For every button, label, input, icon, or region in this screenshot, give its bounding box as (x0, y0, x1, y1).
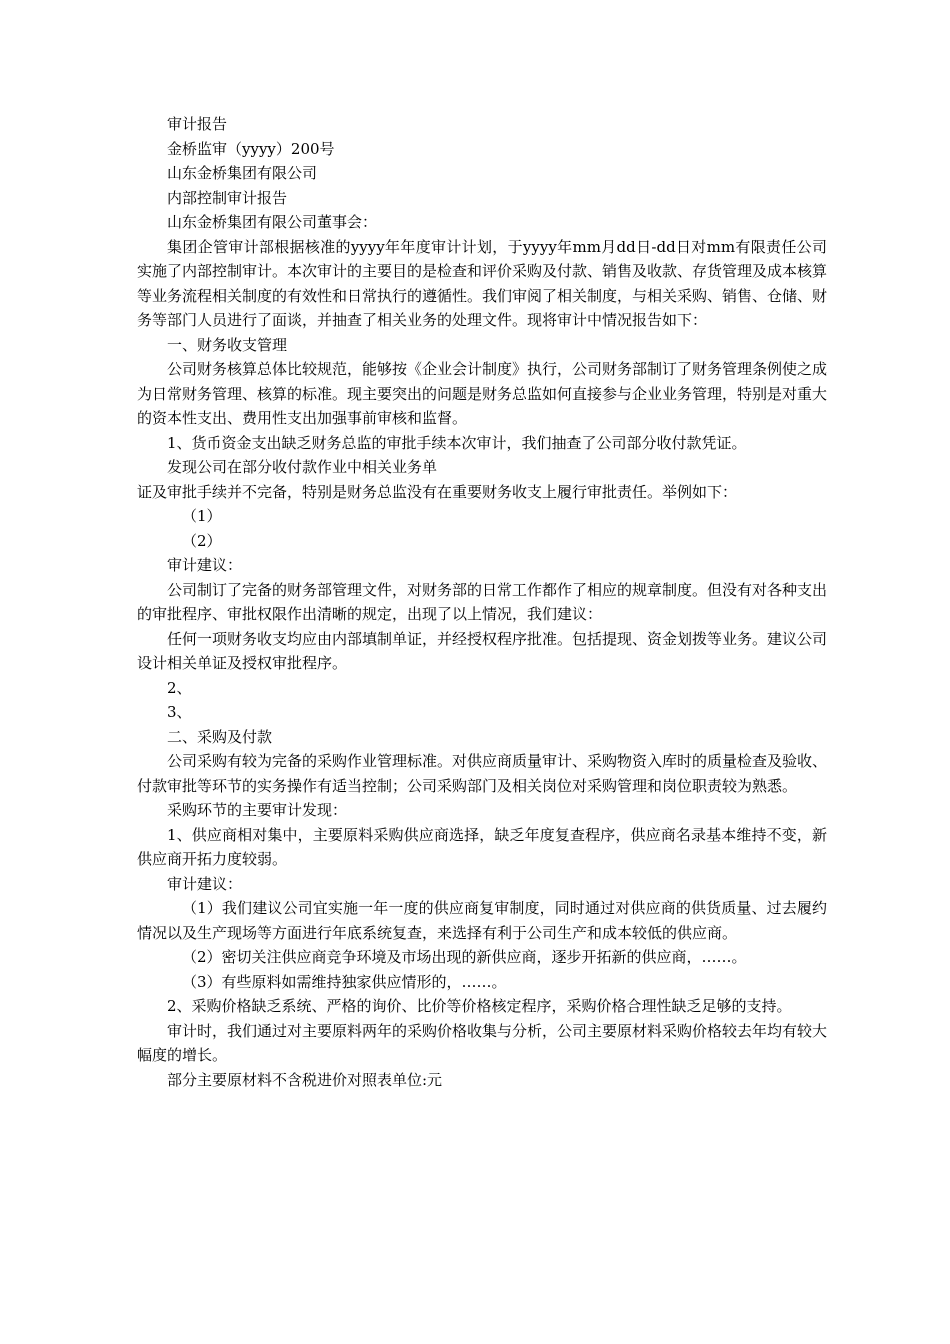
purchasing-finding-1: 1、供应商相对集中，主要原料采购供应商选择，缺乏年度复查程序，供应商名录基本维持不变，新供应商开拓力度较弱。 (137, 825, 827, 868)
finance-issue-1-cont: 发现公司在部分收付款作业中相关业务单 (167, 458, 438, 476)
audit-advice-finance: 公司制订了完备的财务部管理文件，对财务部的日常工作都作了相应的规章制度。但没有对各种支出的审批程序、审批权限作出清晰的规定，出现了以上情况，我们建议： (137, 580, 828, 623)
doc-number: 金桥监审（yyyy）200号 (167, 139, 335, 158)
example-item-2: （2） (182, 531, 222, 550)
finance-overview: 公司财务核算总体比较规范，能够按《企业会计制度》执行，公司财务部制订了财务管理条例使之成为日常财务管理、核算的标准。现主要突出的问题是财务总监如何直接参与企业业务管理，特别是对重大的资本性支出、费用性支出加强事前审核和监督。 (137, 360, 828, 427)
audit-advice-heading-2: 审计建议： (167, 874, 243, 893)
purchasing-overview: 公司采购有较为完备的采购作业管理标准。对供应商质量审计、采购物资入库时的质量检查及验收、付款审批等环节的实务操作有适当控制；公司采购部门及相关岗位对采购管理和岗位职责较为熟悉。 (137, 752, 828, 795)
advice-item-1: 任何一项财务收支均应由内部填制单证，并经授权程序批准。包括提现、资金划拨等业务。建议公司设计相关单证及授权审批程序。 (137, 629, 828, 672)
purchasing-advice-1: （1）我们建议公司宜实施一年一度的供应商复审制度，同时通过对供应商的供货质量、过去履约情况以及生产现场等方面进行年底系统复查，来选择有利于公司生产和成本较低的供应商。 (137, 899, 827, 942)
report-title: 内部控制审计报告 (167, 188, 288, 207)
salutation: 山东金桥集团有限公司董事会： (167, 213, 378, 231)
intro-paragraph: 集团企管审计部根据核准的yyyy年年度审计计划，于yyyy年mm月dd日-dd日对mm有限责任公司实施了内部控制审计。本次审计的主要目的是检查和评价采购及付款、销售及收款、存货管理及成本核算等业务流程相关制度的有效性和日常执行的遵循性。我们审阅了相关制度，与相关采购、销售、仓储、财务等部门人员进行了面谈，并抽查了相关业务的处理文件。现将审计中情况报告如下： (137, 237, 828, 329)
price-analysis: 审计时，我们通过对主要原料两年的采购价格收集与分析，公司主要原材料采购价格较去年均有较大幅度的增长。 (137, 1021, 828, 1064)
advice-item-2: 2、 (167, 678, 192, 697)
example-item-1: （1） (182, 507, 222, 525)
document-body (137, 112, 827, 1092)
purchasing-finding-2: 2、采购价格缺乏系统、严格的询价、比价等价格核定程序，采购价格合理性缺乏足够的支持。 (167, 997, 792, 1015)
finance-issue-1-detail: 证及审批手续并不完备，特别是财务总监没有在重要财务收支上履行审批责任。举例如下： (137, 482, 738, 501)
price-table-caption: 部分主要原材料不含税进价对照表单位:元 (167, 1070, 443, 1089)
section-heading-purchasing: 二、采购及付款 (167, 727, 273, 746)
purchasing-findings-heading: 采购环节的主要审计发现： (167, 801, 348, 819)
audit-advice-heading: 审计建议： (167, 556, 243, 574)
section-heading-finance: 一、财务收支管理 (167, 335, 288, 354)
company-name: 山东金桥集团有限公司 (167, 164, 318, 182)
advice-item-3: 3、 (167, 703, 192, 721)
doc-title: 审计报告 (167, 115, 228, 133)
finance-issue-1: 1、货币资金支出缺乏财务总监的审批手续本次审计，我们抽查了公司部分收付款凭证。 (167, 433, 747, 452)
purchasing-advice-3: （3）有些原料如需维持独家供应情形的，……。 (182, 972, 507, 991)
purchasing-advice-2: （2）密切关注供应商竞争环境及市场出现的新供应商，逐步开拓新的供应商，……。 (182, 948, 747, 966)
